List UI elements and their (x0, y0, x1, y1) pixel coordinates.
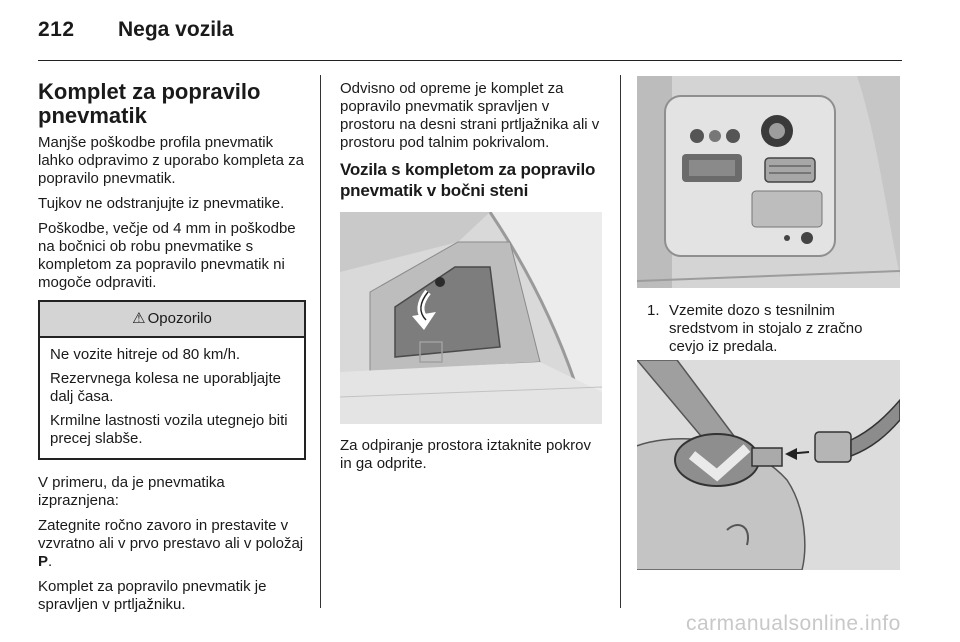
paragraph (38, 517, 306, 571)
paragraph: V primeru, da je pnevmatika izpraznjena: (38, 474, 225, 509)
figure-caption: Za odpiranje prostora iztaknite pokrov in ga odprite. (340, 437, 591, 472)
column-divider-2 (620, 75, 621, 608)
section-title: Nega vozila (118, 18, 234, 41)
paragraph-text: Zategnite ročno zavoro in prestavite v vzvratno ali v prvo prestavo ali v položaj (38, 517, 304, 552)
subheading: Vozila s kompletom za popravilo pnevmatik v bočni steni (340, 160, 596, 200)
paragraph-end: . (48, 553, 53, 570)
warning-text: Ne vozite hitreje od 80 km/h. (50, 346, 241, 363)
step-number: 1. (647, 302, 660, 319)
warning-icon: ⚠ (132, 310, 146, 327)
paragraph: Odvisno od opreme je komplet za popravilo pnevmatik spravljen v prostoru na desni strani prtljažnika ali v prostoru pod talnim pokrivalom. (340, 80, 600, 151)
paragraph: Tujkov ne odstranjujte iz pnevmatike. (38, 195, 285, 212)
header-rule (38, 60, 902, 61)
trunk-side-compartment-illustration (340, 212, 602, 424)
figure-caption-block (340, 437, 606, 480)
article-title: Komplet za popravilo pnevmatik (38, 79, 261, 128)
warning-header (40, 302, 304, 338)
watermark: carmanualsonline.info (686, 612, 901, 635)
warning-label: Opozorilo (147, 310, 212, 327)
page-number: 212 (38, 18, 75, 41)
paragraph: Manjše poškodbe profila pnevmatik lahko odpravimo z uporabo kompleta za popravilo pnevmatik. (38, 134, 304, 187)
column-divider-1 (320, 75, 321, 608)
warning-body (40, 338, 304, 458)
tyre-repair-kit-drawer-illustration (637, 76, 900, 288)
column-1 (38, 80, 306, 621)
warning-box (38, 300, 306, 460)
gear-position: P (38, 553, 49, 570)
column-2 (340, 80, 606, 209)
paragraph: Komplet za popravilo pnevmatik je spravljen v prtljažniku. (38, 578, 267, 613)
warning-text: Rezervnega kolesa ne uporabljajte dalj časa. (50, 370, 281, 405)
paragraph: Poškodbe, večje od 4 mm in poškodbe na bočnici ob robu pnevmatike s kompletom za popravilo pnevmatik ni mogoče odpraviti. (38, 220, 296, 291)
sealant-bottle-hose-illustration (637, 360, 900, 570)
step-1 (647, 302, 900, 356)
step-text: Vzemite dozo s tesnilnim sredstvom in stojalo z zračno cevjo iz predala. (669, 302, 863, 355)
warning-text: Krmilne lastnosti vozila utegnejo biti precej slabše. (50, 412, 288, 447)
